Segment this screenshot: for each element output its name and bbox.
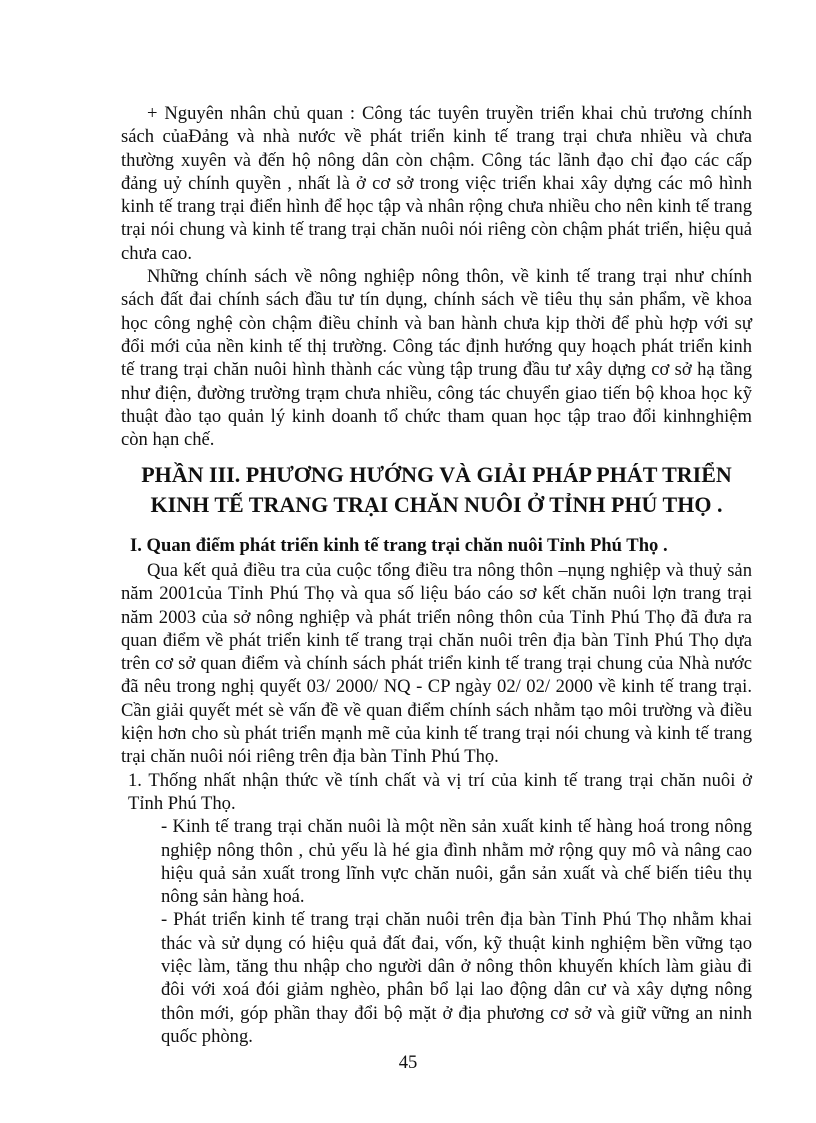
paragraph-survey-results: Qua kết quả điều tra của cuộc tổng điều tra nông thôn –nụng nghiệp và thuỷ sản năm 2001của Tỉnh Phú Thọ và qua số liệu báo cáo sơ kết chăn nuôi lợn trang trại năm 2003 của sở nông nghiệp và phát triển nông thôn của Tỉnh Phú Thọ đã đưa ra quan điểm về phát triển kinh tế trang trại chăn nuôi trên địa bàn Tỉnh Phú Thọ dựa trên cơ sở quan điểm và chính sách phát triển kinh tế trang trại chung của Nhà nước đã nêu trong nghị quyết 03/ 2000/ NQ - CP ngày 02/ 02/ 2000 về kinh tế trang trại. Cần giải quyết mét sè vấn đề về quan điểm chính sách nhằm tạo môi trường và điều kiện hơn cho sù phát triển mạnh mẽ của kinh tế trang trại nói chung và kinh tế trang trại chăn nuôi nói riêng trên địa bàn Tỉnh Phú Thọ. <box>121 560 752 768</box>
top-paragraphs <box>121 102 752 451</box>
paragraph-subjective-causes: + Nguyên nhân chủ quan : Công tác tuyên truyền triển khai chủ trương chính sách củaĐảng và nhà nước về phát triển kinh tế trang trại chưa nhiều và chưa thường xuyên và đến hộ nông dân còn chậm. Công tác lãnh đạo chỉ đạo các cấp đảng uỷ chính quyền , nhất là ở cơ sở trong việc triển khai xây dựng các mô hình kinh tế trang trại điển hình để học tập và nhân rộng chưa nhiều cho nên kinh tế trang trại nói chung và kinh tế trang trại chăn nuôi nói riêng còn chậm phát triển, hiệu quả chưa cao. <box>121 103 752 264</box>
item1-bullet-2: - Phát triển kinh tế trang trại chăn nuôi trên địa bàn Tỉnh Phú Thọ nhằm khai thác và sử dụng có hiệu quả đất đai, vốn, kỹ thuật kinh nghiệm bền vững tạo việc làm, tăng thu nhập cho người dân ở nông thôn khuyến khích làm giàu đi đôi với xoá đói giảm nghèo, phân bổ lại lao động dân cư và xây dựng nông thôn mới, góp phần thay đổi bộ mặt ở địa phương cơ sở và giữ vững an ninh quốc phòng. <box>161 909 752 1047</box>
part-heading-line2: KINH TẾ TRANG TRẠI CHĂN NUÔI Ở TỈNH PHÚ THỌ . <box>150 492 723 517</box>
item1-title: 1. Thống nhất nhận thức về tính chất và vị trí của kinh tế trang trại chăn nuôi ở Tỉnh Phú Thọ. <box>128 769 752 814</box>
section-body <box>121 559 752 1048</box>
item1-bullet-1: - Kinh tế trang trại chăn nuôi là một nền sản xuất kinh tế hàng hoá trong nông nghiệp nông thôn , chủ yếu là hé gia đình nhằm mở rộng quy mô và nâng cao hiệu quả sản xuất trong lĩnh vực chăn nuôi, gắn sản xuất và chế biến tiêu thụ nông sản hàng hoá. <box>161 816 752 908</box>
part-heading-line1: PHẦN III. PHƯƠNG HƯỚNG VÀ GIẢI PHÁP PHÁT TRIỂN <box>141 462 732 487</box>
section-heading: I. Quan điểm phát triển kinh tế trang trại chăn nuôi Tỉnh Phú Thọ . <box>130 535 668 556</box>
paragraph-policies: Những chính sách về nông nghiệp nông thôn, về kinh tế trang trại như chính sách đất đai chính sách đầu tư tín dụng, chính sách về tiêu thụ sản phẩm, về khoa học công nghệ còn chậm điều chỉnh và ban hành chưa kịp thời để phù hợp với sự đổi mới của nền kinh tế thị trường. Công tác định hướng quy hoạch phát triển kinh tế trang trại chăn nuôi hình thành các vùng tập trung đầu tư xây dựng cơ sở hạ tầng như điện, đường trường trạm chưa nhiều, công tác chuyển giao tiến bộ khoa học kỹ thuật đào tạo quản lý kinh doanh tổ chức tham quan học tập trao đổi kinhnghiệm còn hạn chế. <box>121 266 752 451</box>
part-heading <box>121 460 752 520</box>
page-number: 45 <box>398 1052 418 1073</box>
